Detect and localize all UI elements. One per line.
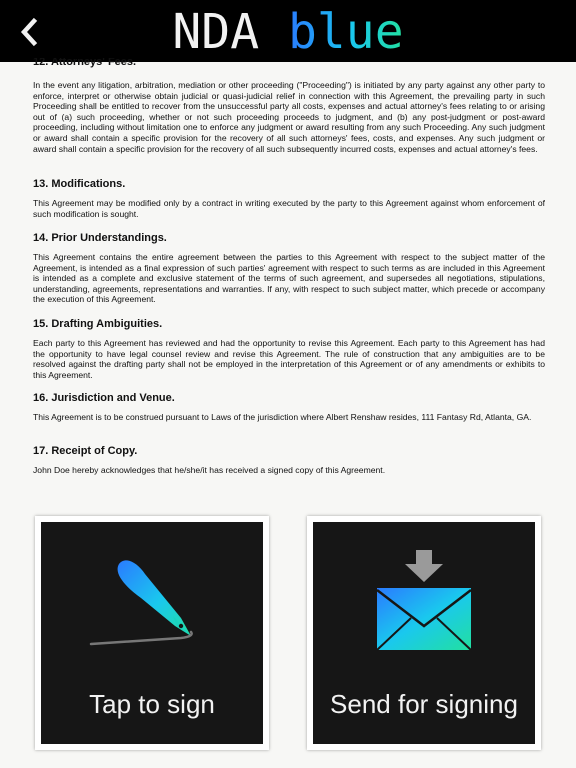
section-body: This Agreement may be modified only by a contract in writing executed by the party to this Agreement against whom enforcement of such modification is sought.: [33, 198, 545, 219]
section-heading: 14. Prior Understandings.: [33, 232, 167, 244]
tap-to-sign-label: Tap to sign: [89, 689, 215, 719]
section-body: This Agreement contains the entire agreement between the parties to this Agreement with respect to the subject matter of the Agreement, is intended as a final expression of such parties' agreement with respect to such terms as are included in this Agreement is intended as a complete and exclusive statement of the terms of such agreement, and supersedes all negotiations, stipulations, understanding, agreements, representations and warranties. If any, with respect to such subject matter, which precede or accompany the execution of this Agreement.: [33, 252, 545, 305]
section-heading: 15. Drafting Ambiguities.: [33, 318, 163, 330]
section-heading: 13. Modifications.: [33, 178, 126, 190]
send-for-signing-label: Send for signing: [330, 689, 518, 719]
section-heading: 16. Jurisdiction and Venue.: [33, 392, 175, 404]
app-header: [0, 0, 576, 62]
section-12: [33, 58, 545, 154]
section-heading: 12. Attorneys' Fees.: [33, 58, 137, 68]
section-heading: 17. Receipt of Copy.: [33, 445, 138, 457]
section-17: [33, 444, 545, 476]
section-body: In the event any litigation, arbitration, mediation or other proceeding ("Proceeding") is initiated by any party against any other party to enforce, interpret or otherwise obtain judicial or quasi-judicial relief in connection with this Agreement, the prevailing party in such Proceeding shall be entitled to recover from the unsuccessful party all costs, expenses and actual attorney's fees relating to or arising out of (a) such proceeding, whether or not such proceeding proceeds to judgment, and (b) any post-judgment or post-award proceeding, including without limitation one to enforce any judgment or award resulting from any such Proceeding. Any such judgment or award shall contain a specific provision for the recovery of all such attorneys' fees, costs, and expenses. Any such judgment or award shall contain a specific provision for the recovery of all such subsequently incurred costs, expenses and actual attorney's fees.: [33, 80, 545, 154]
pen-icon: [41, 522, 263, 682]
app-title-part1: NDA: [172, 4, 260, 60]
section-14: [33, 231, 545, 305]
section-body: John Doe hereby acknowledges that he/she/it has received a signed copy of this Agreement.: [33, 465, 386, 475]
send-for-signing-button[interactable]: [307, 516, 541, 750]
envelope-download-icon: [313, 522, 535, 682]
section-body: This Agreement is to be construed pursuant to Laws of the jurisdiction where Albert Renshaw resides, 111 Fantasy Rd, Atlanta, GA.: [33, 412, 532, 422]
app-title-part2: blue: [288, 4, 404, 60]
agreement-document[interactable]: [33, 58, 545, 488]
tap-to-sign-panel: [41, 522, 263, 744]
section-16: [33, 391, 545, 423]
tap-to-sign-button[interactable]: [35, 516, 269, 750]
send-for-signing-panel: [313, 522, 535, 744]
section-body: Each party to this Agreement has reviewed and had the opportunity to revise this Agreement. Each party to this Agreement has had the opportunity to have legal counsel review and revise this Agreement. The rule of construction that any ambiguities are to be resolved against the drafting party shall not be employed in the interpretation of this Agreement or of any amendments or exhibits to this Agreement.: [33, 338, 545, 380]
section-13: [33, 177, 545, 219]
app-title: [0, 4, 576, 60]
section-15: [33, 317, 545, 380]
